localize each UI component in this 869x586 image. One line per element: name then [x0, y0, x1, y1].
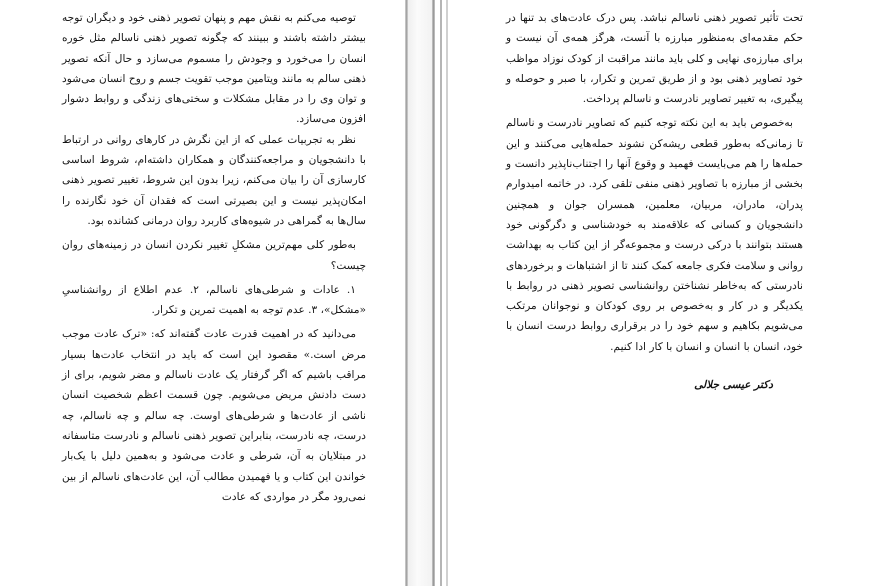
book-gutter-shadow-right: [432, 0, 435, 586]
left-paragraph-4: ۱. عادات و شرطی‌های ناسالم، ۲. عدم اطلاع از روانشناسیِ «مشکل»، ۳. عدم توجه به اهمیت تمرین و تکرار.: [62, 283, 366, 317]
left-paragraph-1: توصیه می‌کنم به نقش مهم و پنهان تصویر ذهنی خود و دیگران توجه بیشتر داشته باشند و ببینند که چگونه تصویر ذهنی ناسالم مثل خوره انسان را می‌خورد و وجودش را مسموم می‌سازد و حال آنکه تصویر ذهنی سالم به مانند ویتامین موجب تقویت جسم و روح انسان می‌شود و توان وی را در مقابل مشکلات و سختی‌های زندگی و روابط دشوار افزون می‌سازد.: [62, 12, 366, 126]
author-signature: دکتر عیسی جلالی: [694, 379, 773, 392]
right-paragraph-2: به‌خصوص باید به این نکته توجه کنیم که تصاویر نادرست و ناسالم تا زمانی‌که به‌طور قطعی ریشه‌کن نشوند حمله‌هایی می‌کنند و این حمله‌ها را هم می‌بایست فهمید و وقوع آنها را اجتناب‌ناپذیر دانست و بخشی از مبارزه با تصاویر ذهنی منفی تلقی کرد. در خاتمه امیدوارم پدران، مادران، مربیان، معلمین، همسران جوان و همچنین دانشجویان و کسانی که علاقه‌مند به خودشناسی و دگرگونی خود هستند بتوانند با درکی درست و مجموعه‌گر از این کتاب به بهداشت روانی و سلامت فکری جامعه کمک کنند تا از اشتباهات و برخوردهای نادرستی که به‌خاطر نشناختن روانشناسی تصویر ذهنی در روابط با یکدیگر و در کار و به‌خصوص بر روی کودکان و نوجوانان مرتکب می‌شویم بکاهیم و سهم خود را در برقراری روابط درست انسان با خود، انسان با انسان و انسان با کار ادا کنیم.: [506, 117, 803, 353]
right-paragraph-1: تحت تأثیر تصویر ذهنی ناسالم نباشد. پس درک عادت‌های بد تنها در حکم مقدمه‌ای به‌منظور مبارزه با آنست، هرگز همه‌ی آن نیست و برای مبارزه‌ی نهایی و کلی باید مانند مراقبت از کودک نوزاد مواظب خود تصاویر ذهنی بود و از طریق تمرین و تکرار، با صبر و حوصله و پیگیری، به تغییر تصاویر نادرست و ناسالم پرداخت.: [506, 12, 803, 106]
left-page: [0, 0, 424, 586]
right-page: [452, 0, 869, 586]
page-edge-line: [440, 0, 442, 586]
left-paragraph-5: می‌دانید که در اهمیت قدرت عادت گفته‌اند که: «ترک عادت موجب مرض است.» مقصود این است که باید در انتخاب عادت‌ها بسیار مراقب باشیم که اگر گرفتار یک عادت ناسالم و مضر شویم، برای از دست دادنش مریض می‌شویم. چون قسمت اعظم شخصیت انسان ناشی از عادت‌ها و شرطی‌های اوست. چه سالم و چه ناسالم، چه درست، چه نادرست، بنابراین تصویر ذهنی ناسالم و نادرست متاسفانه در مبتلایان به آن، شرطی و عادت می‌شود و به‌همین دلیل با یک‌بار خواندن این کتاب و یا فهمیدن مطالب آن، این عادت‌های ناسالم از بین نمی‌رود مگر در مواردی که عادت: [62, 328, 366, 503]
left-paragraph-2: نظر به تجربیات عملی که از این نگرش در کارهای روانی در ارتباط با دانشجویان و مراجعه‌کنندگان و همکاران داشته‌ام، شروط اساسی کارسازی آن را بیان می‌کنم، زیرا بدون این شروط، تغییر تصویر ذهنی امکان‌پذیر نیست و این بصیرتی است که فقدان آن خود نگارنده را سال‌ها به گمراهی در شیوه‌های کاربرد روان درمانی کشانده بود.: [62, 133, 366, 227]
left-paragraph-3: به‌طور کلی مهم‌ترین مشکلِ تغییر نکردن انسان در زمینه‌های روان چیست؟: [62, 239, 366, 272]
page-edge-line-outer: [446, 0, 448, 586]
